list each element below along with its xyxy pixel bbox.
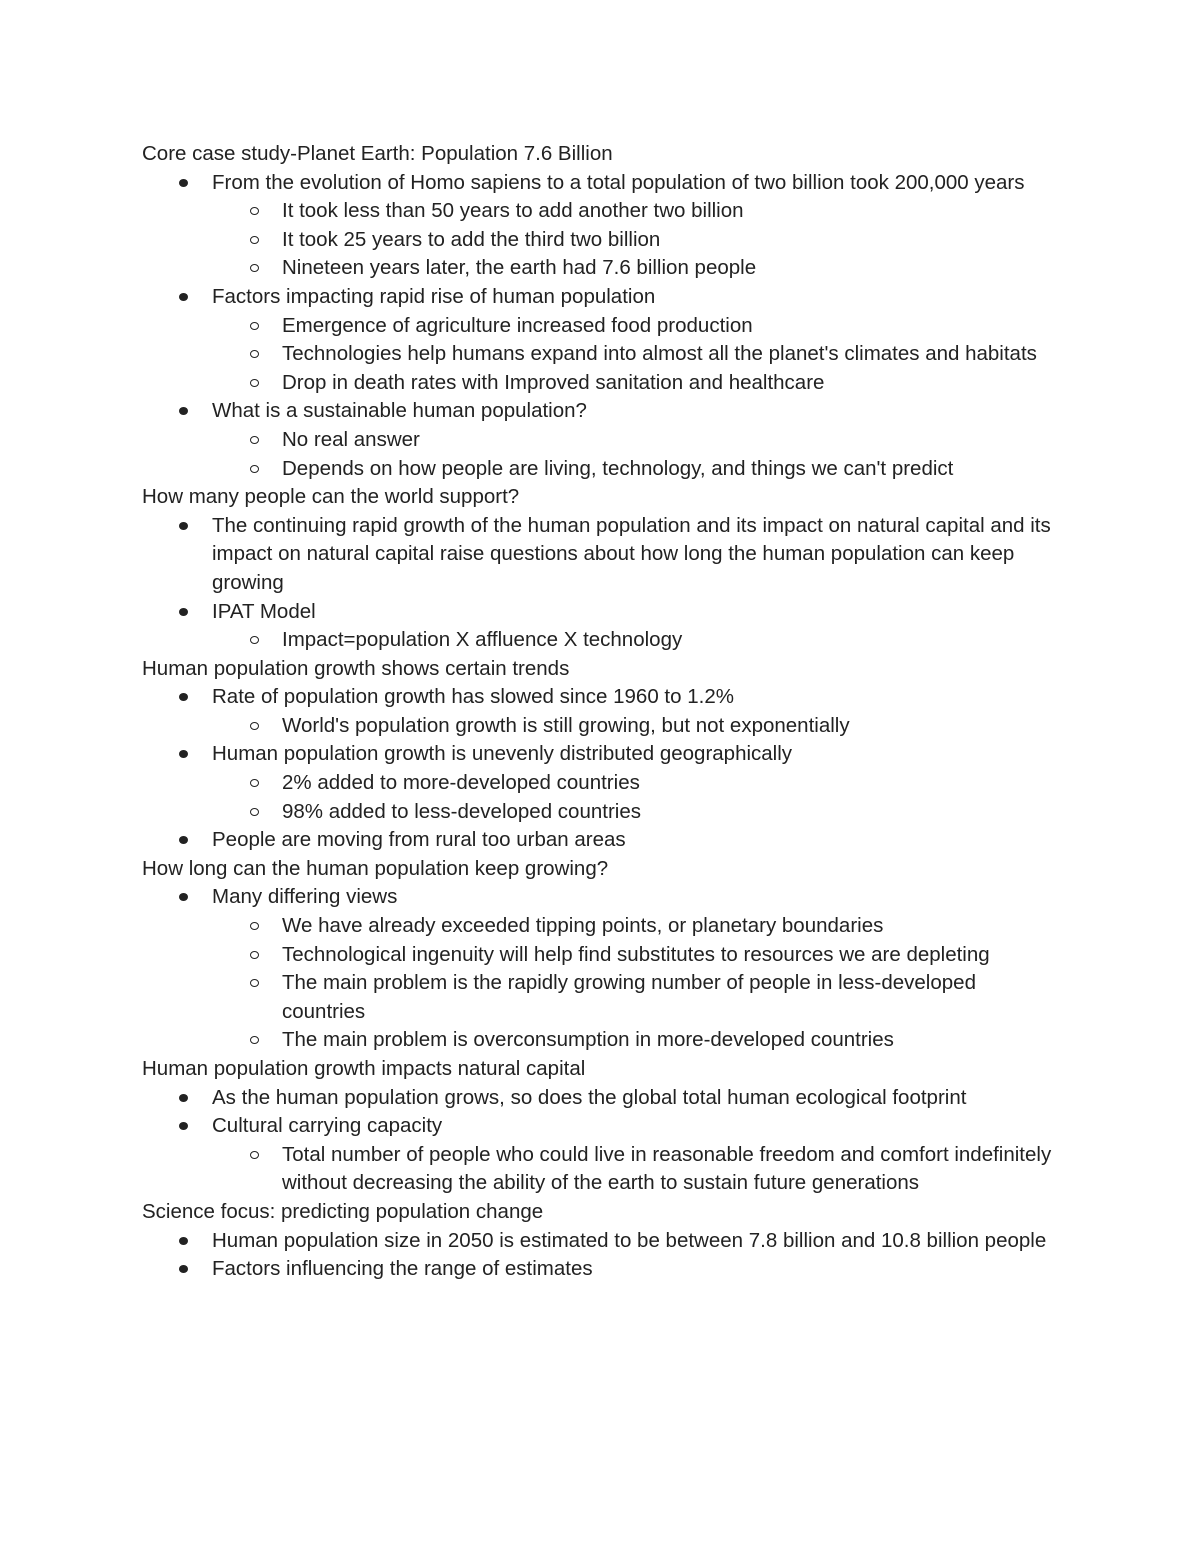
bullet-list xyxy=(142,1227,1062,1284)
list-item xyxy=(142,740,1062,826)
section xyxy=(142,483,1062,655)
hollow-bullet-icon xyxy=(250,722,259,730)
section-heading: How long can the human population keep growing? xyxy=(142,856,609,880)
hollow-bullet-icon xyxy=(250,1036,259,1044)
hollow-bullet-icon xyxy=(250,207,259,215)
list-item-text: From the evolution of Homo sapiens to a total population of two billion took 200,000 years xyxy=(212,170,1025,194)
list-item-text: Human population growth is unevenly distributed geographically xyxy=(212,742,793,766)
hollow-bullet-icon xyxy=(250,236,259,244)
sub-bullet-list xyxy=(212,712,1062,741)
list-item xyxy=(142,683,1062,740)
sub-bullet-list xyxy=(212,426,1062,483)
filled-bullet-icon xyxy=(179,522,188,530)
hollow-bullet-icon xyxy=(250,264,259,272)
section xyxy=(142,655,1062,855)
list-item xyxy=(142,283,1062,397)
list-item-text: Human population size in 2050 is estimated to be between 7.8 billion and 10.8 billion people xyxy=(212,1228,1047,1252)
section-heading: How many people can the world support? xyxy=(142,485,520,509)
list-item xyxy=(142,1112,1062,1198)
filled-bullet-icon xyxy=(179,1094,188,1102)
list-item-text: Cultural carrying capacity xyxy=(212,1114,443,1138)
hollow-bullet-icon xyxy=(250,322,259,330)
filled-bullet-icon xyxy=(179,750,188,758)
sub-list-item xyxy=(212,798,1062,827)
list-item xyxy=(142,598,1062,655)
list-item-text: The continuing rapid growth of the human population and its impact on natural capital and its impact on natural capital raise questions about how long the human population can keep growing xyxy=(212,513,1051,594)
hollow-bullet-icon xyxy=(250,465,259,473)
sub-list-item xyxy=(212,1141,1062,1198)
filled-bullet-icon xyxy=(179,1265,188,1273)
sub-list-item-text: The main problem is overconsumption in more-developed countries xyxy=(282,1028,894,1052)
hollow-bullet-icon xyxy=(250,951,259,959)
sub-list-item-text: We have already exceeded tipping points, or planetary boundaries xyxy=(282,914,884,938)
sub-list-item-text: It took 25 years to add the third two billion xyxy=(282,227,661,251)
sub-list-item xyxy=(212,226,1062,255)
hollow-bullet-icon xyxy=(250,779,259,787)
sub-list-item xyxy=(212,626,1062,655)
sub-list-item-text: It took less than 50 years to add another two billion xyxy=(282,199,744,223)
sub-list-item xyxy=(212,455,1062,484)
sub-list-item xyxy=(212,912,1062,941)
filled-bullet-icon xyxy=(179,293,188,301)
sub-list-item xyxy=(212,769,1062,798)
sub-list-item-text: Depends on how people are living, technology, and things we can't predict xyxy=(282,456,954,480)
sub-list-item xyxy=(212,369,1062,398)
sub-list-item-text: The main problem is the rapidly growing number of people in less-developed countries xyxy=(282,971,976,1023)
hollow-bullet-icon xyxy=(250,979,259,987)
filled-bullet-icon xyxy=(179,1122,188,1130)
section xyxy=(142,855,1062,1055)
filled-bullet-icon xyxy=(179,179,188,187)
sub-list-item-text: Emergence of agriculture increased food production xyxy=(282,313,753,337)
hollow-bullet-icon xyxy=(250,922,259,930)
sub-list-item-text: Total number of people who could live in reasonable freedom and comfort indefinitely without decreasing the ability of the earth to sustain future generations xyxy=(282,1142,1052,1195)
list-item-text: People are moving from rural too urban areas xyxy=(212,828,626,852)
filled-bullet-icon xyxy=(179,608,188,616)
bullet-list xyxy=(142,883,1062,1055)
hollow-bullet-icon xyxy=(250,436,259,444)
list-item-text: Factors impacting rapid rise of human population xyxy=(212,284,656,308)
hollow-bullet-icon xyxy=(250,1151,259,1159)
sub-list-item-text: 2% added to more-developed countries xyxy=(282,771,640,795)
sub-list-item xyxy=(212,712,1062,741)
list-item xyxy=(142,826,1062,855)
bullet-list xyxy=(142,683,1062,855)
sub-bullet-list xyxy=(212,626,1062,655)
sub-bullet-list xyxy=(212,1141,1062,1198)
sub-list-item xyxy=(212,340,1062,369)
sub-list-item xyxy=(212,426,1062,455)
document-page xyxy=(142,140,1062,1284)
hollow-bullet-icon xyxy=(250,636,259,644)
sub-list-item-text: Nineteen years later, the earth had 7.6 billion people xyxy=(282,256,757,280)
bullet-list xyxy=(142,512,1062,655)
list-item xyxy=(142,169,1062,283)
list-item xyxy=(142,397,1062,483)
section xyxy=(142,1198,1062,1284)
list-item-text: IPAT Model xyxy=(212,599,316,623)
sub-list-item-text: Drop in death rates with Improved sanitation and healthcare xyxy=(282,370,825,394)
filled-bullet-icon xyxy=(179,836,188,844)
sub-list-item-text: Impact=population X affluence X technology xyxy=(282,628,683,652)
sub-bullet-list xyxy=(212,197,1062,283)
section-heading: Human population growth impacts natural capital xyxy=(142,1057,586,1080)
sub-list-item xyxy=(212,197,1062,226)
list-item xyxy=(142,1227,1062,1256)
list-item xyxy=(142,1084,1062,1113)
sub-bullet-list xyxy=(212,912,1062,1055)
sub-list-item-text: Technologies help humans expand into almost all the planet's climates and habitats xyxy=(282,342,1037,366)
bullet-list xyxy=(142,1084,1062,1198)
list-item-text: Many differing views xyxy=(212,885,398,909)
sub-list-item xyxy=(212,254,1062,283)
list-item-text: What is a sustainable human population? xyxy=(212,399,587,423)
section xyxy=(142,1055,1062,1198)
list-item xyxy=(142,883,1062,1055)
sub-list-item xyxy=(212,969,1062,1026)
sub-list-item xyxy=(212,312,1062,341)
filled-bullet-icon xyxy=(179,693,188,701)
sub-list-item-text: No real answer xyxy=(282,427,420,451)
sub-bullet-list xyxy=(212,769,1062,826)
sub-list-item xyxy=(212,941,1062,970)
sub-bullet-list xyxy=(212,312,1062,398)
hollow-bullet-icon xyxy=(250,379,259,387)
filled-bullet-icon xyxy=(179,407,188,415)
sub-list-item-text: World's population growth is still growing, but not exponentially xyxy=(282,713,850,737)
list-item xyxy=(142,512,1062,598)
sub-list-item-text: 98% added to less-developed countries xyxy=(282,799,641,823)
section-heading: Science focus: predicting population change xyxy=(142,1199,544,1223)
filled-bullet-icon xyxy=(179,1237,188,1245)
section-heading: Human population growth shows certain trends xyxy=(142,656,570,680)
sub-list-item xyxy=(212,1026,1062,1055)
filled-bullet-icon xyxy=(179,893,188,901)
hollow-bullet-icon xyxy=(250,350,259,358)
list-item xyxy=(142,1255,1062,1284)
list-item-text: Rate of population growth has slowed since 1960 to 1.2% xyxy=(212,685,734,709)
list-item-text: As the human population grows, so does the global total human ecological footprint xyxy=(212,1085,967,1109)
hollow-bullet-icon xyxy=(250,808,259,816)
sub-list-item-text: Technological ingenuity will help find substitutes to resources we are depleting xyxy=(282,942,990,966)
section-heading: Core case study-Planet Earth: Population 7.6 Billion xyxy=(142,142,613,165)
list-item-text: Factors influencing the range of estimates xyxy=(212,1257,593,1281)
section xyxy=(142,140,1062,483)
bullet-list xyxy=(142,169,1062,484)
